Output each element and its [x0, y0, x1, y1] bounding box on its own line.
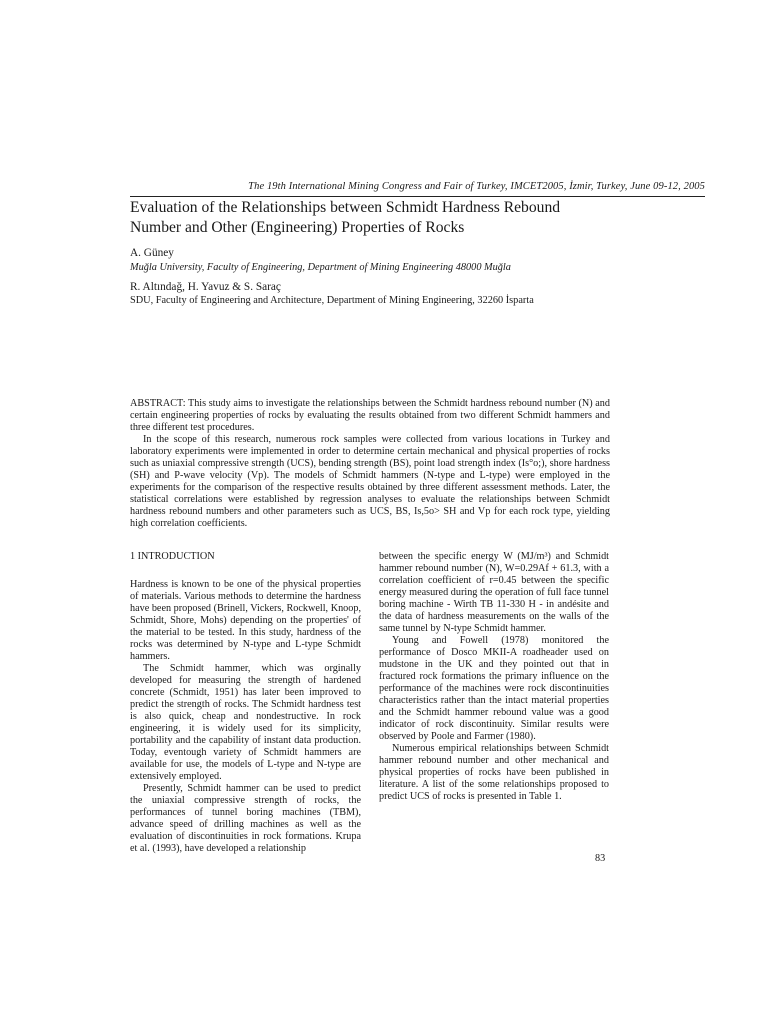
- intro-paragraph: The Schmidt hammer, which was orginally developed for measuring the strength of hardened concrete (Schmidt, 1951) has later been improved to predict the strength of rocks. The Schmidt hardness test is also quick, cheap and nondestructive. In rock engineering, it is widely used for its simplicity, portability and the capability of instant data production. Today, eventough variety of Schmidt hammers are available for use, the models of L-type and N-type are extensively employed.: [130, 663, 361, 782]
- conference-header: The 19th International Mining Congress and Fair of Turkey, IMCET2005, İzmir, Turkey, June 09-12, 2005: [130, 180, 705, 197]
- intro-paragraph: between the specific energy W (MJ/m³) and Schmidt hammer rebound number (N), W=0.29Af + 61.3, with a correlation coefficient of r=0.45 between the specific energy measured during the operation of full face tunnel boring machine - Wirth TB 11-330 H - in andésite and the data of hardness measurements on the walls of the same tunnel by N-type Schmidt hammer.: [379, 551, 609, 634]
- section-heading-introduction: 1 INTRODUCTION: [130, 551, 215, 562]
- paper-title-line-1: Evaluation of the Relationships between Schmidt Hardness Rebound: [130, 199, 561, 216]
- author-2-names: R. Altındağ, H. Yavuz & S. Saraç: [130, 281, 281, 293]
- intro-paragraph: Hardness is known to be one of the physical properties of materials. Various methods to determine the hardness have been proposed (Brinell, Vickers, Rockwell, Knoop, Schmidt, Shore, Mohs) depending on the properties' of the material to be tested. In this study, hardness of the rocks was determined by N-type and L-type Schmidt hammers.: [130, 579, 361, 662]
- abstract-paragraph-1: ABSTRACT: This study aims to investigate the relationships between the Schmidt hardness rebound number (N) and certain engineering properties of rocks by evaluating the results obtained from two different Schmidt hammers and three different test procedures.: [130, 398, 610, 433]
- paper-title-line-2: Number and Other (Engineering) Properties of Rocks: [130, 219, 465, 236]
- author-1-name: A. Güney: [130, 247, 174, 259]
- intro-right-column: [379, 551, 609, 803]
- intro-paragraph: Numerous empirical relationships between Schmidt hammer rebound number and other mechanical and physical properties of rocks have been published in literature. A list of the some relationships proposed to predict UCS of rocks is presented in Table 1.: [379, 743, 609, 802]
- page-number: 83: [595, 853, 606, 864]
- intro-paragraph: Presently, Schmidt hammer can be used to predict the uniaxial compressive strength of rocks, the performances of tunnel boring machines (TBM), advance speed of drilling machines as well as the evaluation of discontinuities in rock formations. Krupa et al. (1993), have developed a relationship: [130, 783, 361, 854]
- abstract: [130, 398, 610, 530]
- intro-paragraph: Young and Fowell (1978) monitored the performance of Dosco MKII-A roadheader used on mudstone in the UK and they pointed out that in fractured rock formations the primary influence on the performance of the machines were rock discontinuities characteristics rather than the intact material properties and the Schmidt hammer rebound value was a good indicator of rock discontinuity. Similar results were observed by Poole and Farmer (1980).: [379, 635, 609, 742]
- author-1-affiliation: Muğla University, Faculty of Engineering, Department of Mining Engineering 48000 Muğla: [130, 262, 511, 273]
- intro-left-column: [130, 551, 361, 855]
- author-2-affiliation: SDU, Faculty of Engineering and Architecture, Department of Mining Engineering, 32260 İsparta: [130, 295, 534, 306]
- paper-title: [130, 198, 690, 238]
- abstract-paragraph-2: In the scope of this research, numerous rock samples were collected from various locations in Turkey and laboratory experiments were implemented in order to determine certain mechanical and physical properties of rocks such as uniaxial compressive strength (UCS), bending strength (BS), point load strength index (Is°o;), shore hardness (SH) and P-wave velocity (Vp). The models of Schmidt hammers (N-type and L-type) were employed in the experiments for the comparison of the respective results obtained by three different assessment methods. Later, the statistical correlations were established by regression analyses to evaluate the relationships between Schmidt hardness rebound numbers and other parameters such as UCS, BS, Is,5o> SH and Vp for each rock type, yielding high correlation coefficients.: [130, 434, 610, 529]
